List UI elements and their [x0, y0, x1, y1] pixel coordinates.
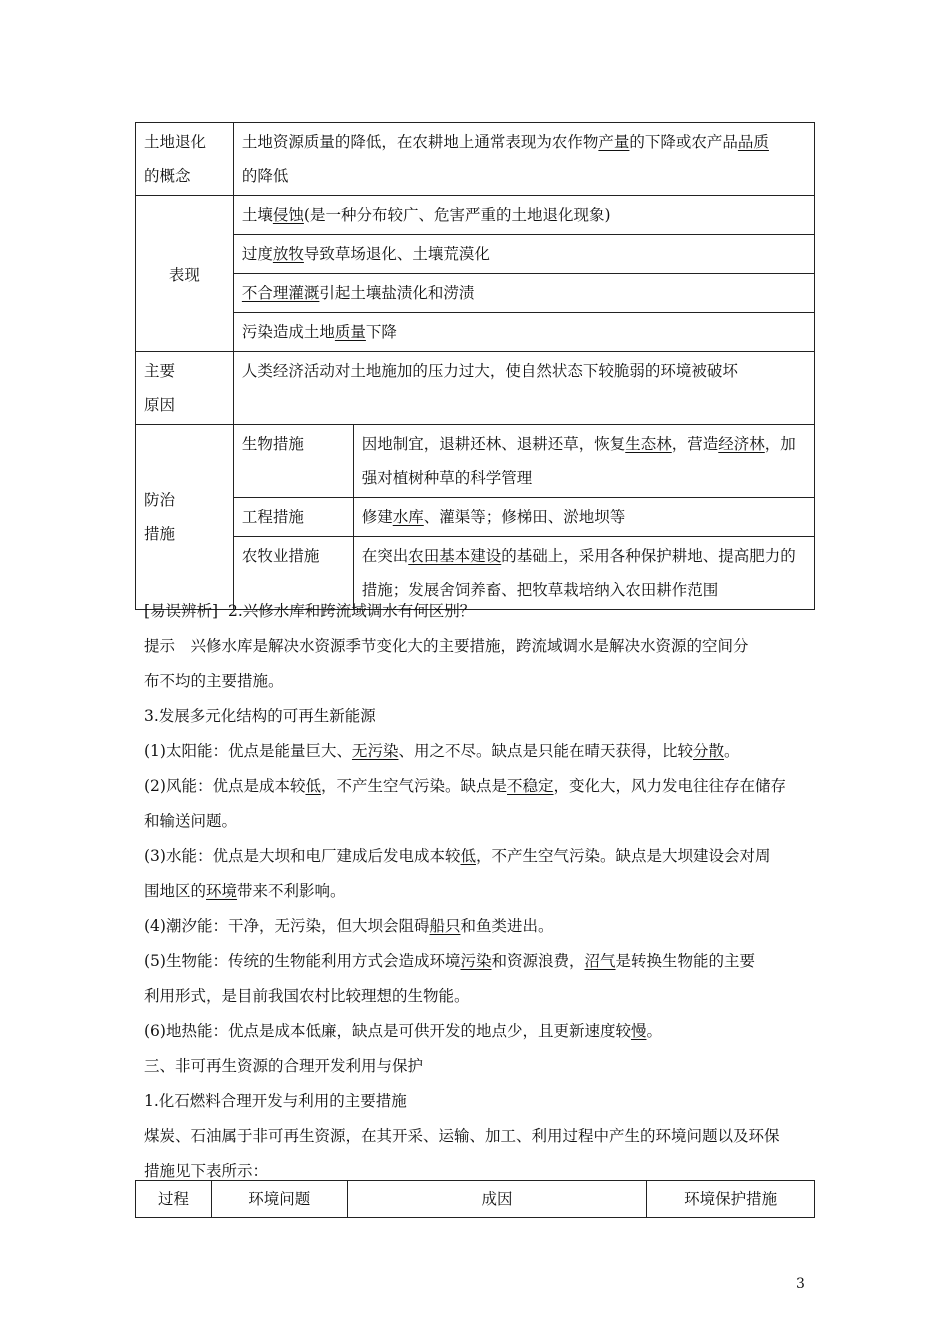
- hint-line-2: 布不均的主要措施。: [144, 672, 284, 690]
- subsection-heading: 1.化石燃料合理开发与利用的主要措施: [144, 1092, 407, 1110]
- bio-line-1: (5)生物能：传统的生物能利用方式会造成环境污染和资源浪费，沼气是转换生物能的主要: [144, 952, 756, 970]
- tide-line: (4)潮汐能：干净，无污染，但大坝会阻碍船只和鱼类进出。: [144, 917, 554, 935]
- solar-line: (1)太阳能：优点是能量巨大、无污染、用之不尽。缺点是只能在晴天获得，比较分散。: [144, 742, 740, 760]
- hint-line-1: 提示 兴修水库是解决水资源季节变化大的主要措施，跨流域调水是解决水资源的空间分: [144, 637, 749, 655]
- measure-text: 因地制宜，退耕还林、退耕还草，恢复生态林，营造经济林，加强对植树种草的科学管理: [353, 425, 814, 498]
- water-line-1: (3)水能：优点是大坝和电厂建成后发电成本较低，不产生空气污染。缺点是大坝建设会对周: [144, 847, 771, 865]
- header-env-problem: 环境问题: [211, 1181, 347, 1218]
- concept-text: 土地资源质量的降低，在农耕地上通常表现为农作物产量的下降或农产品品质 的降低: [233, 123, 814, 196]
- manifest-item: 土壤侵蚀(是一种分布较广、危害严重的土地退化现象): [233, 196, 814, 235]
- measures-label: 防治 措施: [136, 425, 234, 610]
- wind-line-1: (2)风能：优点是成本较低，不产生空气污染。缺点是不稳定，变化大，风力发电往往存在储存: [144, 777, 787, 795]
- cause-label: 主要 原因: [136, 352, 234, 425]
- water-line-2: 围地区的环境带来不利影响。: [144, 882, 346, 900]
- paragraph-line-1: 煤炭、石油属于非可再生资源，在其开采、运输、加工、利用过程中产生的环境问题以及环保: [144, 1127, 780, 1145]
- manifest-item: 污染造成土地质量下降: [233, 313, 814, 352]
- cause-text: 人类经济活动对土地施加的压力过大，使自然状态下较脆弱的环境被破坏: [233, 352, 814, 425]
- paragraph-line-2: 措施见下表所示：: [144, 1162, 269, 1180]
- measure-text: 修建水库、灌渠等；修梯田、淤地坝等: [353, 498, 814, 537]
- header-protection: 环境保护措施: [647, 1181, 815, 1218]
- wind-line-2: 和输送问题。: [144, 812, 238, 830]
- section-heading: 3.发展多元化结构的可再生新能源: [144, 707, 376, 725]
- manifest-label: 表现: [136, 196, 234, 352]
- bio-line-2: 利用形式，是目前我国农村比较理想的生物能。: [144, 987, 470, 1005]
- manifest-item: 过度放牧导致草场退化、土壤荒漠化: [233, 235, 814, 274]
- measure-name: 工程措施: [233, 498, 353, 537]
- header-process: 过程: [136, 1181, 212, 1218]
- measure-name: 农牧业措施: [233, 537, 353, 610]
- measure-name: 生物措施: [233, 425, 353, 498]
- section-three-heading: 三、非可再生资源的合理开发利用与保护: [144, 1057, 424, 1075]
- page-number: 3: [796, 1276, 805, 1292]
- measure-text: 在突出农田基本建设的基础上，采用各种保护耕地、提高肥力的措施；发展舍饲养畜、把牧草栽培纳入农田耕作范围: [353, 537, 814, 610]
- concept-label: 土地退化 的概念: [136, 123, 234, 196]
- header-cause: 成因: [347, 1181, 647, 1218]
- land-degradation-table: [135, 122, 815, 610]
- manifest-item: 不合理灌溉引起土壤盐渍化和涝渍: [233, 274, 814, 313]
- fossil-fuel-table: [135, 1180, 815, 1218]
- geo-line: (6)地热能：优点是成本低廉，缺点是可供开发的地点少，且更新速度较慢。: [144, 1022, 662, 1040]
- question-line: [易误辨析] 2.兴修水库和跨流域调水有何区别？: [144, 602, 476, 620]
